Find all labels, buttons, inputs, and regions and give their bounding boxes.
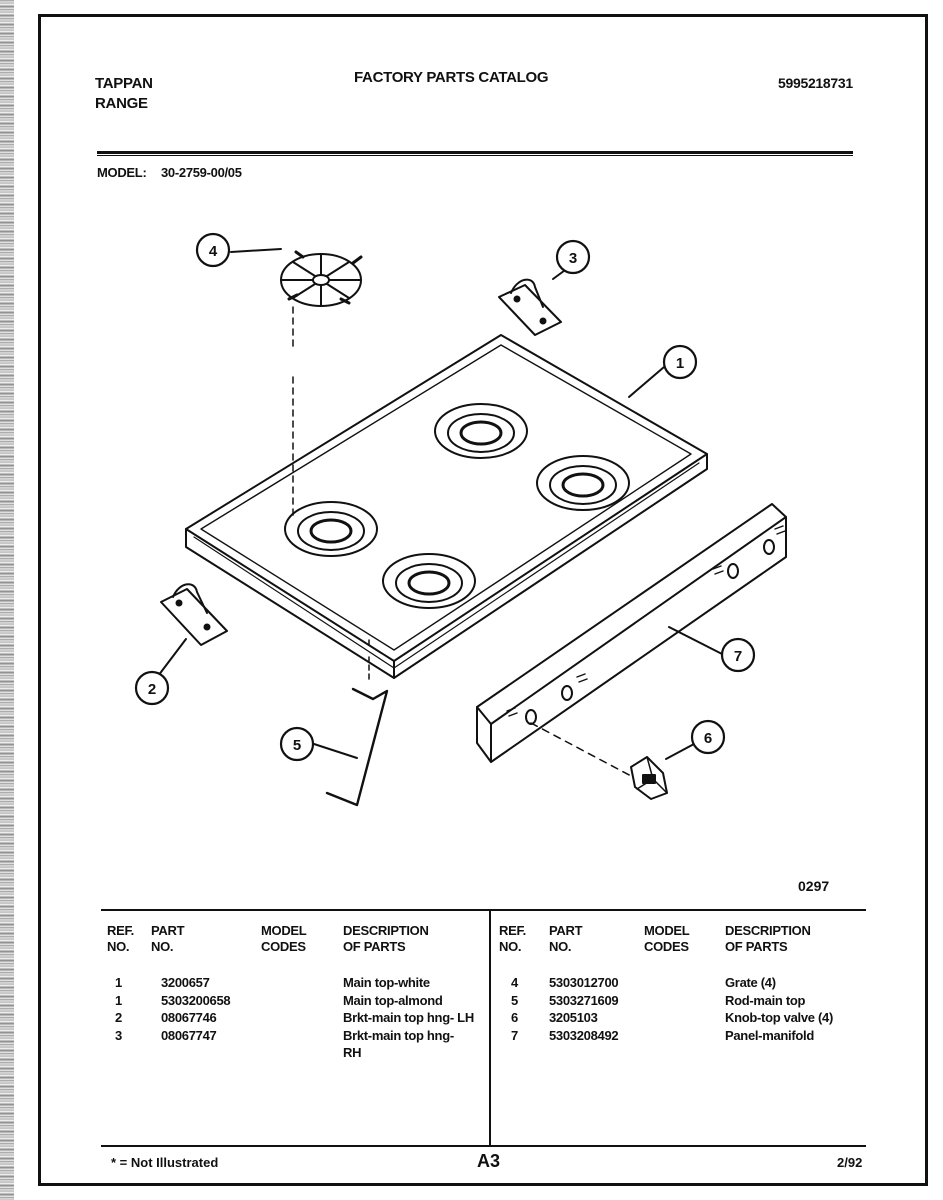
scan-edge-artifact bbox=[0, 0, 14, 1200]
catalog-number: 5995218731 bbox=[778, 75, 853, 91]
header-part-left: PART NO. bbox=[151, 923, 185, 954]
revision-date: 2/92 bbox=[837, 1155, 863, 1170]
leader-7 bbox=[669, 627, 724, 655]
callout-1 bbox=[664, 346, 696, 378]
callout-3 bbox=[557, 241, 589, 273]
catalog-page bbox=[38, 14, 928, 1186]
model-number: 30-2759-00/05 bbox=[161, 165, 242, 180]
leader-4 bbox=[231, 249, 281, 252]
svg-text:2: 2 bbox=[147, 681, 157, 698]
callout-5 bbox=[281, 728, 313, 760]
left-ref-column: 1 1 2 3 bbox=[115, 975, 122, 1043]
rod-part bbox=[327, 637, 387, 805]
svg-text:4: 4 bbox=[208, 243, 218, 260]
table-divider bbox=[489, 911, 491, 1145]
svg-text:3: 3 bbox=[568, 250, 578, 267]
bracket-lh-part bbox=[161, 584, 227, 645]
header-ref-left: REF. NO. bbox=[107, 923, 134, 954]
header-model-right: MODEL CODES bbox=[644, 923, 690, 954]
model-label: MODEL: bbox=[97, 165, 147, 180]
right-desc-column: Grate (4) Rod-main top Knob-top valve (4) Panel-manifold bbox=[725, 975, 833, 1043]
grate-part bbox=[281, 252, 361, 306]
page-title: FACTORY PARTS CATALOG bbox=[354, 69, 549, 86]
svg-text:1: 1 bbox=[675, 355, 685, 372]
callout-7 bbox=[722, 639, 754, 671]
header-part-right: PART NO. bbox=[549, 923, 583, 954]
exploded-parts-diagram bbox=[41, 17, 925, 867]
table-bottom-rule bbox=[101, 1145, 866, 1147]
brand-line1: TAPPAN bbox=[95, 75, 153, 92]
page-number: A3 bbox=[477, 1151, 501, 1171]
header-ref-right: REF. NO. bbox=[499, 923, 526, 954]
brand-line2: RANGE bbox=[95, 95, 148, 112]
table-top-rule bbox=[101, 909, 866, 911]
svg-text:5: 5 bbox=[292, 737, 302, 754]
svg-text:6: 6 bbox=[703, 730, 713, 747]
svg-text:7: 7 bbox=[733, 648, 743, 665]
knob-part bbox=[531, 723, 667, 799]
not-illustrated-note: * = Not Illustrated bbox=[111, 1155, 219, 1170]
left-desc-column: Main top-white Main top-almond Brkt-main top hng- LH Brkt-main top hng- RH bbox=[343, 975, 474, 1060]
header-desc-left: DESCRIPTION OF PARTS bbox=[343, 923, 429, 954]
leader-6 bbox=[666, 744, 694, 759]
right-ref-column: 4 5 6 7 bbox=[511, 975, 518, 1043]
left-part-column: 3200657 5303200658 08067746 08067747 bbox=[161, 975, 231, 1043]
header-desc-right: DESCRIPTION OF PARTS bbox=[725, 923, 811, 954]
right-part-column: 5303012700 5303271609 3205103 5303208492 bbox=[549, 975, 619, 1043]
bracket-rh-part bbox=[499, 280, 561, 335]
figure-number: 0297 bbox=[798, 878, 830, 894]
header-model-left: MODEL CODES bbox=[261, 923, 307, 954]
leader-5 bbox=[314, 744, 357, 758]
callout-6 bbox=[692, 721, 724, 753]
callout-4 bbox=[197, 234, 229, 266]
callout-2 bbox=[136, 672, 168, 704]
leader-1 bbox=[629, 367, 664, 397]
